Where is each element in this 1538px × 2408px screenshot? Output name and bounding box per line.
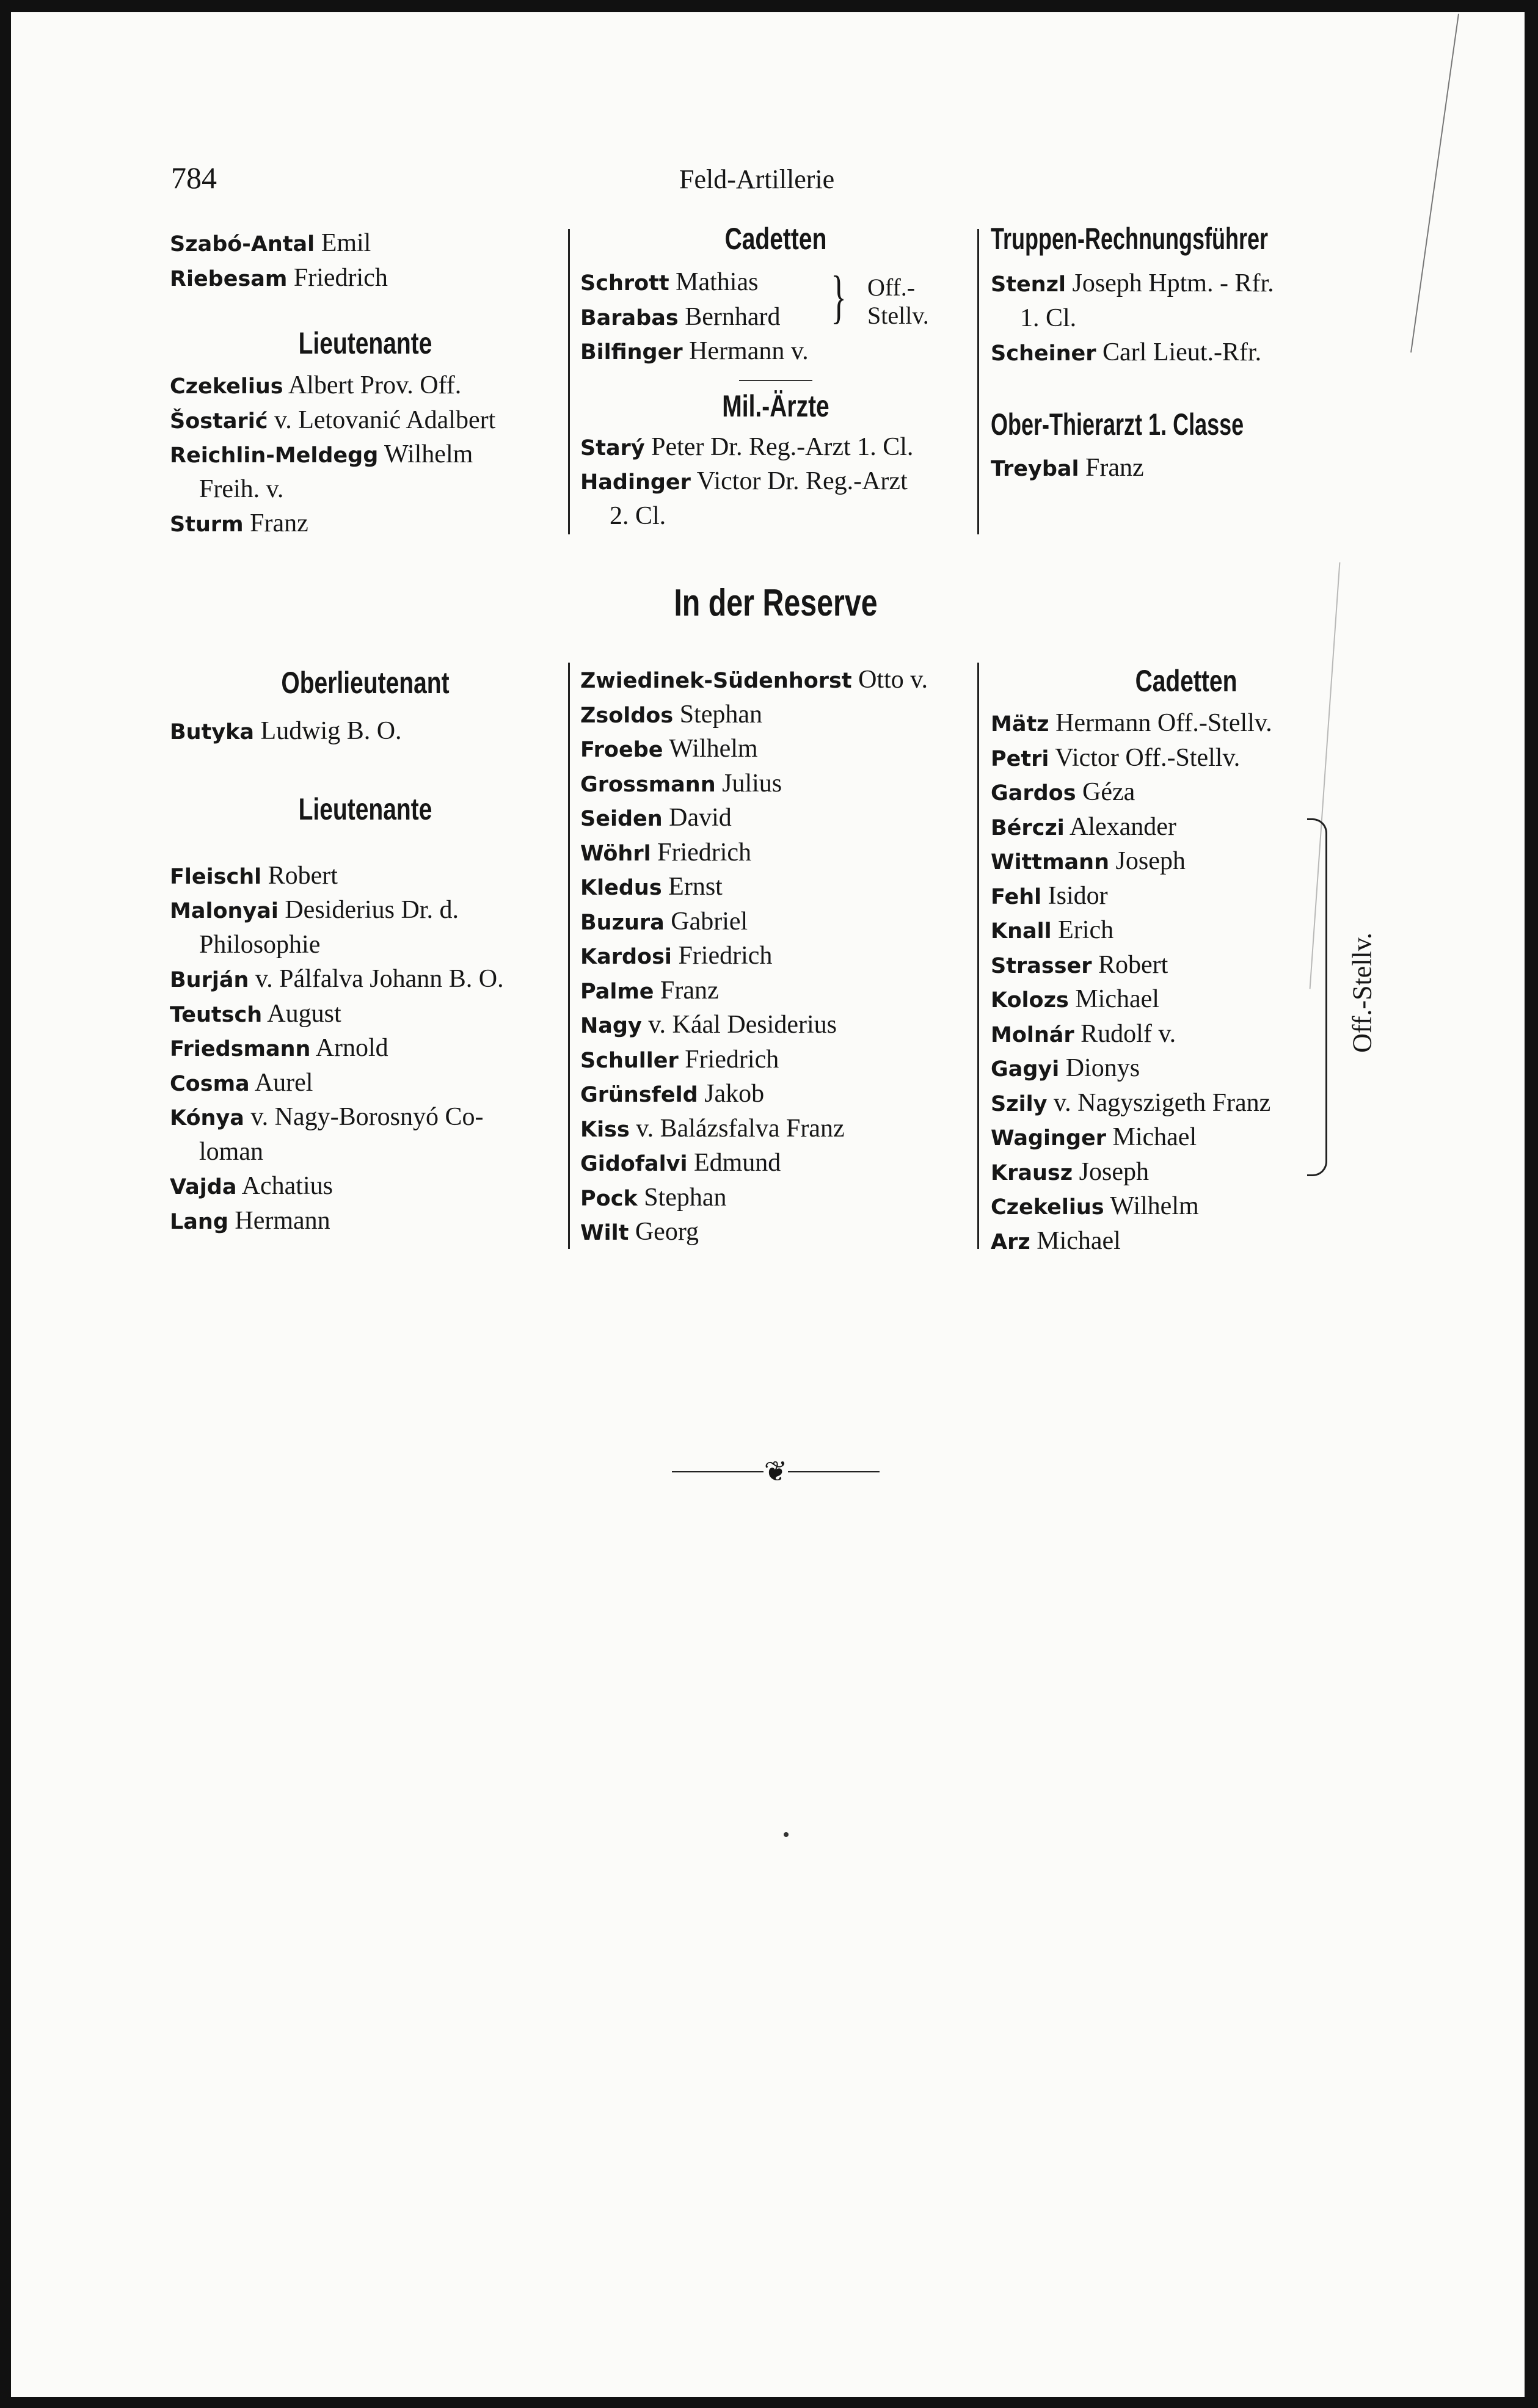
- list-item: Arz Michael: [991, 1226, 1121, 1255]
- list-item: Kónya v. Nagy-Borosnyó Co-: [170, 1103, 484, 1131]
- list-item: Molnár Rudolf v.: [991, 1019, 1176, 1048]
- list-item: Gagyi Dionys: [991, 1054, 1140, 1082]
- top-column-2: [580, 221, 971, 533]
- entry-list: [580, 430, 971, 534]
- entry-list: [580, 265, 971, 369]
- top-column-3: [991, 221, 1382, 485]
- speck-mark: [784, 1832, 789, 1837]
- section-heading: Mil.-Ärzte: [722, 388, 829, 423]
- list-item: Bilfinger Hermann v.: [580, 337, 809, 365]
- group-brace-icon: [1307, 818, 1327, 1176]
- list-item: Mätz Hermann Off.-Stellv.: [991, 709, 1272, 737]
- list-item: Czekelius Wilhelm: [991, 1192, 1199, 1220]
- entry-list: [170, 368, 561, 541]
- list-item: Friedsmann Arnold: [170, 1034, 388, 1062]
- list-item: Teutsch August: [170, 999, 341, 1028]
- list-item: Seiden David: [580, 804, 732, 832]
- entry-list: [991, 266, 1382, 370]
- list-item: Nagy v. Káal Desiderius: [580, 1011, 837, 1039]
- list-item: Wittmann Joseph: [991, 847, 1186, 875]
- column-rule: [977, 663, 979, 1249]
- list-item: Gidofalvi Edmund: [580, 1149, 781, 1177]
- column-rule: [977, 229, 979, 534]
- list-item: Wilt Georg: [580, 1218, 699, 1246]
- section-heading: Ober-Thierarzt 1. Classe: [991, 407, 1244, 442]
- section-heading: Lieutenante: [298, 326, 432, 360]
- column-rule: [568, 663, 570, 1249]
- list-item: 1. Cl.: [1020, 304, 1077, 332]
- running-head: Feld-Artillerie: [679, 164, 835, 194]
- list-item: Reichlin-Meldegg Wilhelm: [170, 440, 473, 468]
- list-item: Zsoldos Stephan: [580, 700, 762, 729]
- list-item: Czekelius Albert Prov. Off.: [170, 371, 462, 399]
- list-item: Grünsfeld Jakob: [580, 1080, 765, 1108]
- list-item: Fehl Isidor: [991, 881, 1108, 910]
- list-item: Riebesam Friedrich: [170, 263, 388, 292]
- list-item: Froebe Wilhelm: [580, 735, 758, 763]
- list-item: Kiss v. Balázsfalva Franz: [580, 1114, 845, 1143]
- list-item: Stenzl Joseph Hptm. - Rfr.: [991, 269, 1274, 297]
- entry-list: [170, 226, 561, 295]
- column-rule: [568, 229, 570, 534]
- reserve-column-1: [170, 663, 561, 1238]
- list-item: Szily v. Nagyszigeth Franz: [991, 1088, 1271, 1117]
- list-item: Burján v. Pálfalva Johann B. O.: [170, 965, 504, 993]
- list-item: Buzura Gabriel: [580, 907, 748, 936]
- section-heading: Truppen-Rechnungsführer: [991, 222, 1269, 256]
- section-heading: Cadetten: [724, 222, 827, 256]
- list-item: Hadinger Victor Dr. Reg.-Arzt: [580, 467, 908, 495]
- section-heading: Cadetten: [1135, 664, 1237, 698]
- list-item: Fleischl Robert: [170, 861, 338, 890]
- list-item: Szabó-Antal Emil: [170, 229, 371, 257]
- brace-label: Off.-Stellv.: [1347, 933, 1377, 1053]
- list-item: Schuller Friedrich: [580, 1045, 779, 1074]
- separator-rule: [739, 380, 812, 381]
- entry-list: [580, 663, 971, 1249]
- list-item: Philosophie: [199, 930, 321, 959]
- list-item: Cosma Aurel: [170, 1068, 313, 1097]
- list-item: Knall Erich: [991, 916, 1114, 944]
- list-item: 2. Cl.: [610, 501, 666, 530]
- list-item: Pock Stephan: [580, 1183, 727, 1212]
- list-item: Barabas Bernhard: [580, 302, 781, 331]
- list-item: Krausz Joseph: [991, 1157, 1149, 1186]
- list-item: Treybal Franz: [991, 453, 1144, 482]
- list-item: Petri Victor Off.-Stellv.: [991, 743, 1241, 772]
- paper-fold-mark: [1410, 14, 1459, 353]
- list-item: Gardos Géza: [991, 778, 1135, 806]
- reserve-column-2: [580, 663, 971, 1249]
- list-item: Freih. v.: [199, 475, 284, 503]
- page-section-title: In der Reserve: [674, 582, 878, 624]
- section-heading: Lieutenante: [298, 791, 432, 826]
- list-item: Butyka Ludwig B. O.: [170, 717, 402, 745]
- section-heading: Oberlieutenant: [281, 666, 450, 700]
- brace-label: Off.- Stellv.: [867, 274, 929, 329]
- page-number: 784: [171, 161, 217, 195]
- list-item: Lang Hermann: [170, 1206, 330, 1235]
- list-item: Sturm Franz: [170, 509, 308, 537]
- ornament-divider: [672, 1456, 880, 1487]
- list-item: Grossmann Julius: [580, 769, 782, 798]
- list-item: Waginger Michael: [991, 1123, 1197, 1151]
- list-item: Kolozs Michael: [991, 985, 1159, 1013]
- list-item: Bérczi Alexander: [991, 812, 1176, 841]
- list-item: Palme Franz: [580, 976, 719, 1005]
- list-item: Malonyai Desiderius Dr. d.: [170, 896, 459, 924]
- list-item: loman: [199, 1137, 263, 1166]
- entry-list: [991, 451, 1382, 486]
- list-item: Scheiner Carl Lieut.-Rfr.: [991, 338, 1262, 366]
- list-item: Schrott Mathias: [580, 268, 759, 296]
- list-item: Šostarić v. Letovanić Adalbert: [170, 406, 496, 434]
- top-column-1: [170, 226, 561, 541]
- brace-icon: }: [831, 264, 847, 329]
- entry-list: [170, 714, 561, 749]
- entry-list: [170, 859, 561, 1239]
- list-item: Zwiedinek-Südenhorst Otto v.: [580, 666, 928, 694]
- list-item: Vajda Achatius: [170, 1172, 333, 1200]
- list-item: Kardosi Friedrich: [580, 942, 773, 970]
- list-item: Wöhrl Friedrich: [580, 838, 752, 867]
- fleuron-divider-icon: ❦: [764, 1456, 788, 1487]
- list-item: Strasser Robert: [991, 950, 1168, 979]
- list-item: Starý Peter Dr. Reg.-Arzt 1. Cl.: [580, 432, 914, 461]
- list-item: Kledus Ernst: [580, 873, 723, 901]
